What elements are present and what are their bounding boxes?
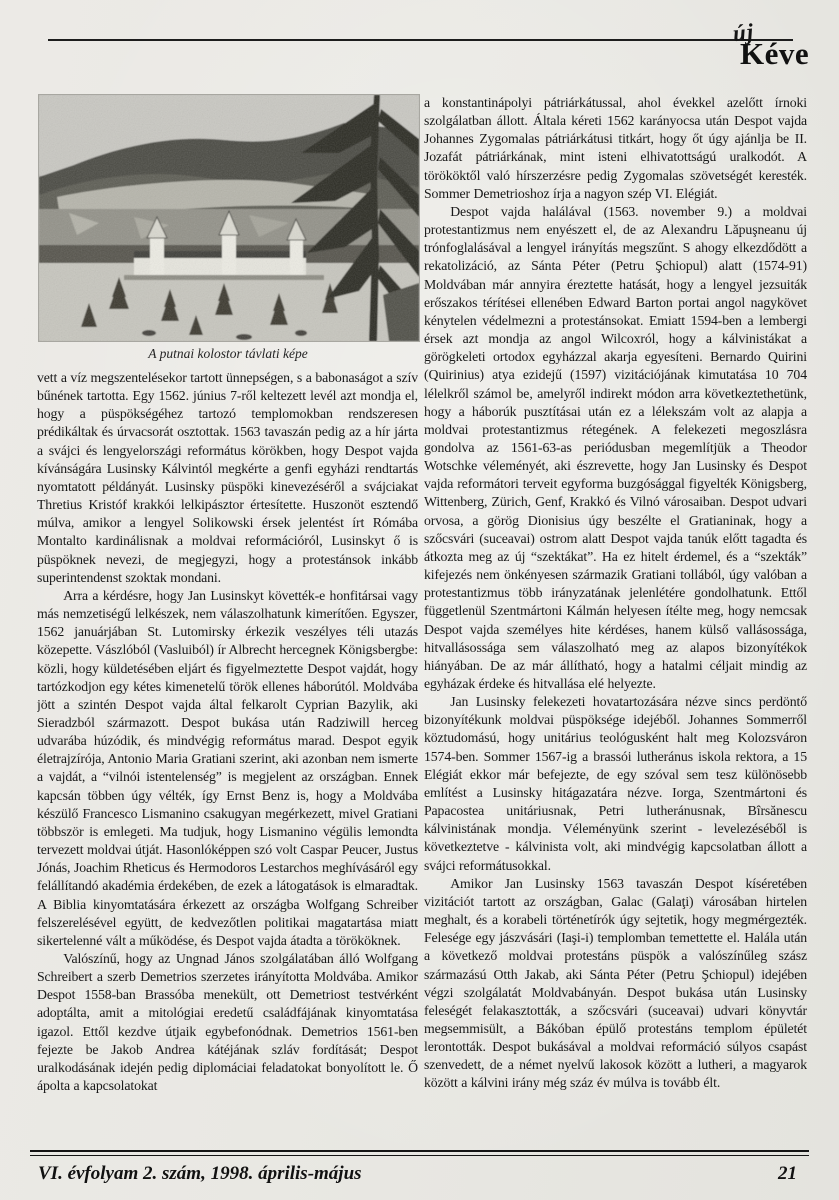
right-column [424, 94, 807, 1151]
logo-prefix: új [731, 18, 756, 47]
paragraph: a konstantinápolyi pátriárkátussal, ahol évekkel azelőtt írnoki szolgálatban állott. Általa kéreti 1562 karányocsa után Despot vajda Johannes Zygomalas pátriárkátusi titkárt, hogy őt úgy ajánlja be II. Jozafát pátriárkának, mint isteni elhivatottságú uralkodót. A törököktől való hírszerzésre pedig Zygomalas szövetségét keresték. Sommer Demetrioshoz írja a nagyon szép VI. Elégiát. [424, 95, 807, 201]
photo-caption: A putnai kolostor távlati képe [148, 346, 308, 361]
paragraph: vett a víz megszentelésekor tartott ünnepségen, s a babonaságot a szív bűnének tartotta. Egy 1562. június 7-ről keltezett levél azt mondja el, hogy a püspökségéhez tartozó templomokban rendszeresen prédikáltak és úrvacsorát osztottak. 1563 tavaszán pedig az a hír járta a svájci és lengyelországi református körökben, hogy Despot vajda kívánságára Lusinsky Kálvintól megkérte a genfi egyházi rendtartás nyomtatott példányát. Lusinsky püspöki kinevezéséről a svájciakat Thretius Kristóf krakkói lelkipásztor értesítette. Huszonöt esztendő múlva, amikor a lengyel Solikowski érsek jelentést írt Rómába Montalto kardinálisnak a moldvai reformációról, Lusinskyt ő is püspöknek nevezi, de megjegyzi, hogy a protestánsok inkább superintendenst szoktak mondani. [37, 370, 418, 585]
paragraph: Despot vajda halálával (1563. november 9.) a moldvai protestantizmus nem enyészett el, de az Alexandru Lăpuşneanu új trónfoglalásával a lengyel irányítás megszűnt. S ahogy elkezdődött a rekatolizáció, az Sánta Péter (Petru Şchiopul) alatt (1574-91) Moldvában már annyira éreztette hatását, hogy a lengyel jezsuiták erőszakos térítései ellenében Edward Barton portai angol nagykövet kénytelen védelmezni a protestánsokat. Emiatt 1594-ben a lembergi érsek azt mondja az angol Wilcoxról, hogy a kálvinistákat a görögkeleti ortodox egyházzal akarja egyesíteni. Bernardo Quirini (Quirinius) atya ezidejű (1597) vizitációjának kimutatása 10 704 lélelkről számol be, amelyről indirekt módon arra következtethetünk, hogy a háborúk pusztításai után ez a lélekszám volt az alapja a moldvai protestantizmus rétegének. A felekezeti megoszlásra gondolva az 1561-63-as periódusban megemlítjük a Theodor Wotschke véleményét, aki észrevette, hogy Jan Lusinsky és Despot vajda reformátori terveit egyforma buzgósággal figyelték Königsberg, Wittenberg, Zürich, Genf, Krakkó és Vilnó városaiban. Despot udvari orvosa, a görög Dionisius úgy beszélte el Gratianinak, hogy a szőcsvári (suceavai) ostrom alatt Despot vajda tanúk előtt tagadta és átkozta meg az új “szektákat”. Ha ez hitelt érdemel, és a “szekták” kifejezés nem önkényesen származik Gratiani tollából, úgy valóban a protestantizmus több irányzatának jelenlétére gondolhatunk. Ettől függetlenül Szentmártoni Kálmán helyesen ítélte meg, hogy nemcsak Despot vajda személyes hite kérdéses, hanem külső vallásossága, hitvallásossága sem válaszolható meg az alapos bizonyítékok hiányában. De az már állítható, hogy a hatalmi céljait mindig az egyházak érdeke és hitvallása elé helyezte. [424, 203, 807, 691]
monastery-photo [38, 94, 420, 342]
footer-issue-line: VI. évfolyam 2. szám, 1998. április-május [38, 1163, 362, 1184]
paragraph: Valószínű, hogy az Ungnad János szolgálatában álló Wolfgang Schreibert a szerb Demetrios szerzetes irányította Moldvába. Amikor Despot 1558-ban Brassóba menekült, ott Demetriost testvérként adoptálta, amit a mitológiai eredetű családfájának kinyomtatása igazol. Ettől kezdve útjaik egybefonódnak. Demetrios 1561-ben fejezte be Jakob Andrea kátéjának szláv fordítását; Despot uralkodásának idején pedig diplomáciai feladatokat bonyolított le. Ő ápolta a kapcsolatokat [37, 951, 418, 1094]
footer-rule [30, 1150, 809, 1156]
monastery-photo-illustration [39, 95, 419, 341]
paragraph: Arra a kérdésre, hogy Jan Lusinskyt követték-e honfitársai vagy más nemzetiségű lelkészek, nem válaszolhatunk kimerítően. Egyszer, 1562 januárjában St. Lutomirsky érkezik veszélyes téli utazás közepette. Vászlóból (Vasluiból) ír Albrecht hercegnek Königsbergbe: közli, hogy küldetésében eljárt és figyelmeztette Despot vajdát, hogy tartózkodjon egy kétes kimenetelű török ellenes háborútól. Moldvába jött a szintén Despot vajda által felkarolt Cyprian Bazylik, aki Sieradzból származott. Despot bukása után Radziwill herceg udvarába húzódik, és mindvégig református marad. Despot egyik életrajzírója, Antonio Maria Gratiani szerint, aki azonban nem ismerte a vajdát, a “vilnói istentelenség” is megjelent az országban. Ennek kapcsán többen úgy vélték, így Ernst Benz is, hogy a Moldvába készülő Francesco Lismanino csakugyan megérkezett, mivel Gratiani többször is emlegeti. Ma tudjuk, hogy Lismanino végülis lemondta tervezett moldvai útját. Hasonlóképpen szó volt Caspar Peucer, Justus Jónás, Joachim Rheticus és Hermodoros Lestarchos meghívásáról egy felállítandó akadémia érdekében, de ezek a látogatások is elmaradtak. A Biblia kinyomtatására érkezett az országba Wolfgang Schreiber felszerelésével együtt, de kedvezőtlen politikai magatartása miatt sikertelenné vált a működése, és Despot vajda átadta a törököknek. [37, 587, 418, 948]
masthead-rule [48, 39, 793, 41]
footer-page-number: 21 [778, 1163, 797, 1184]
logo-title: Kéve [740, 36, 810, 71]
left-column [37, 369, 418, 1148]
paragraph: Jan Lusinsky felekezeti hovatartozására nézve sincs perdöntő bizonyítékunk moldvai püspöksége idejéből. Johannes Sommerről köztudomású, hogy unitárius teológusként halt meg Kolozsváron 1574-ben. Sommer 1567-ig a brassói lutheránus iskola rektora, a 15 Elégiát ekkor már befejezte, de egy szóval sem tesz különösebb említést a Lusinsky hitágazatára nézve. Iorga, Szentmártoni és Papacostea unitáriusnak, Petri lutheránusnak, Bîrsănescu kálvinistának mondja. Véleményünk szerint - levelezéséből is következtetve - kálvinista volt, aki mindvégig kapcsolatban állott a svájci reformátusokkal. [424, 694, 807, 873]
paragraph: Amikor Jan Lusinsky 1563 tavaszán Despot kíséretében vizitációt tartott az országban, Galac (Galaţi) városában hirtelen meghalt, és a korabeli történetírók úgy sejtetik, hogy megmérgezték. Felesége egy jászvásári (Iaşi-i) templomban temettette el. Halála után a következő moldvai protestáns püspök a valószínűleg szász származású Otth Jakab, aki Sánta Péter (Petru Şchiopul) idejében végzi szolgálatát Moldvabányán. Despot bukása után Lusinsky feleségét felakasztották, a szőcsvári (suceavai) udvari könyvtár megsemmisült, a Bákóban épülő protestáns templom épületét lerontották. Despot bukásával a moldvai reformáció súlyos csapást szenvedett, de a német nyelvű lakosok között a lutheri, a magyarok között a kálvini irány még száz év múlva is tovább élt. [424, 875, 807, 1091]
